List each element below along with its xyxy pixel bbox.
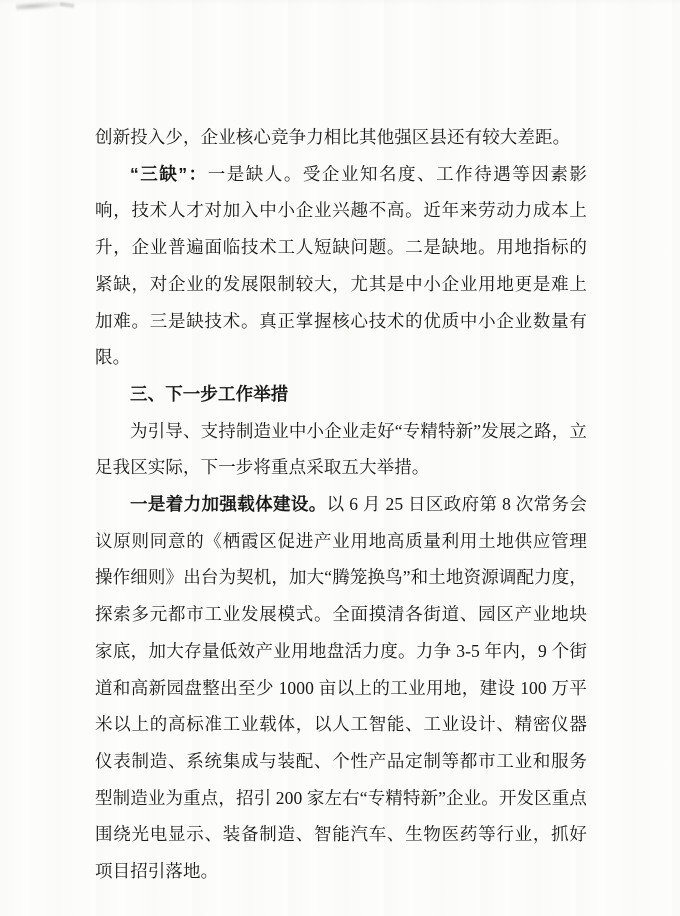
body-text: 创新投入少，企业核心竞争力相比其他强区县还有较大差距。: [95, 127, 571, 147]
paragraph-measure-one: [95, 486, 587, 890]
body-text: 以 6 月 25 日区政府第 8 次常务会议原则同意的《栖霞区促进产业用地高质量利用土地供应管理操作细则》出台为契机，加大“腾笼换鸟”和土地资源调配力度，探索多元都市工业发展模式。全面摸清各街道、园区产业地块家底，加大存量低效产业用地盘活力度。力争 3-5 年内，9 个街道和高新园盘整出至少 1000 亩以上的工业用地，建设 100 万平米以上的高标准工业载体，以人工智能、工业设计、精密仪器仪表制造、系统集成与装配、个性产品定制等都市工业和服务型制造业为重点，招引 200 家左右“专精特新”企业。开发区重点围绕光电显示、装备制造、智能汽车、生物医药等行业，抓好项目招引落地。: [95, 494, 587, 882]
paragraph-three-lacks: [95, 156, 587, 376]
document-body: [95, 119, 587, 890]
bold-lead-text: “三缺”：: [130, 163, 208, 184]
paragraph-intro: [95, 413, 587, 486]
body-text: 一是缺人。受企业知名度、工作待遇等因素影响，技术人才对加入中小企业兴趣不高。近年来劳动力成本上升，企业普遍面临技术工人短缺问题。二是缺地。用地指标的紧缺，对企业的发展限制较大，尤其是中小企业用地更是难上加难。三是缺技术。真正掌握核心技术的优质中小企业数量有限。: [95, 163, 587, 368]
paragraph-continuation: [95, 119, 587, 156]
bold-lead-text: 一是着力加强载体建设。: [130, 494, 327, 515]
body-text: 为引导、支持制造业中小企业走好“专精特新”发展之路，立足我区实际，下一步将重点采取五大举措。: [95, 420, 587, 478]
section-heading: [95, 376, 587, 413]
heading-text: 三、下一步工作举措: [130, 383, 289, 404]
